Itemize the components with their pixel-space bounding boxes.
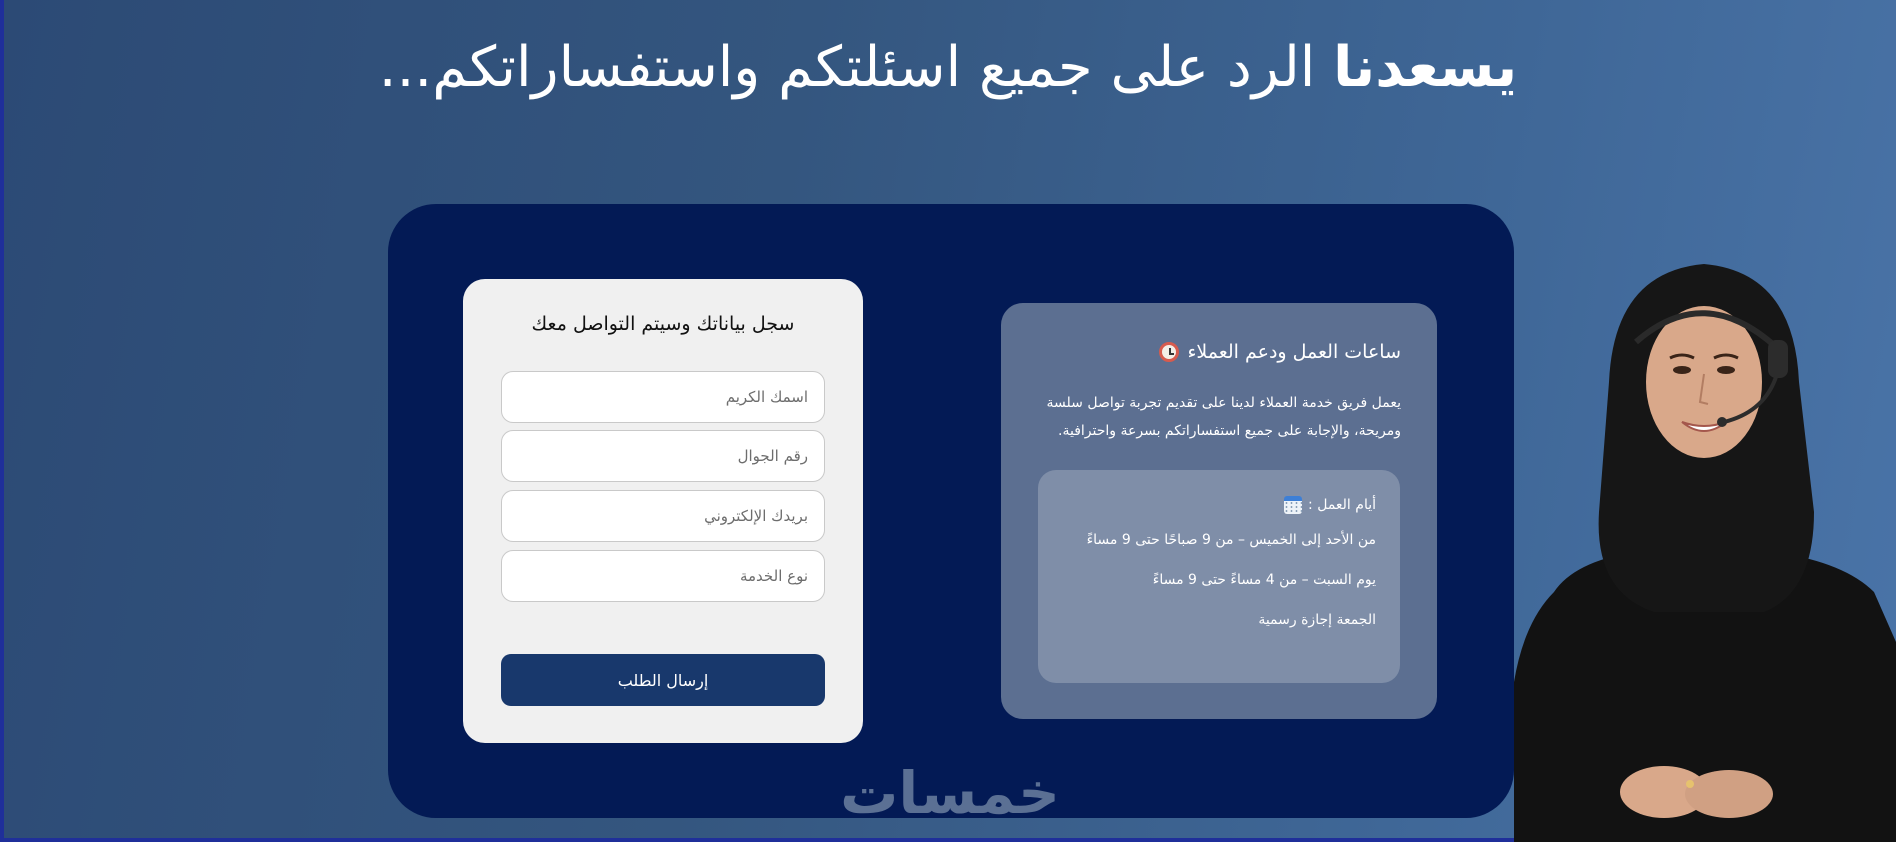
contact-form — [463, 279, 863, 743]
working-hours-card — [1001, 303, 1437, 719]
hours-line-weekdays: من الأحد إلى الخميس – من 9 صباحًا حتى 9 مساءً — [1086, 532, 1376, 548]
working-days-box — [1038, 470, 1400, 683]
alarm-clock-icon — [1159, 342, 1179, 362]
headline-rest: الرد على جميع اسئلتكم واستفساراتكم... — [378, 35, 1334, 100]
service-type-input[interactable] — [501, 550, 825, 602]
working-hours-title — [1159, 341, 1401, 363]
support-description: يعمل فريق خدمة العملاء لدينا على تقديم تجربة تواصل سلسة ومريحة، والإجابة على جميع استفساراتكم بسرعة واحترافية. — [1046, 395, 1401, 439]
hours-line-friday: الجمعة إجازة رسمية — [1258, 612, 1376, 628]
working-hours-title-text: ساعات العمل ودعم العملاء — [1187, 341, 1401, 363]
left-edge-stripe — [0, 0, 4, 842]
email-input[interactable] — [501, 490, 825, 542]
submit-request-button[interactable]: إرسال الطلب — [501, 654, 825, 706]
working-days-heading — [1284, 496, 1376, 514]
calendar-icon — [1284, 496, 1302, 514]
name-input[interactable] — [501, 371, 825, 423]
page-headline — [0, 28, 1896, 108]
headline-bold: يسعدنا — [1333, 35, 1518, 100]
working-days-heading-text: أيام العمل : — [1308, 497, 1376, 513]
phone-input[interactable] — [501, 430, 825, 482]
support-agent-image — [1514, 262, 1896, 842]
watermark-logo: خمسات — [840, 759, 1060, 827]
form-title: سجل بياناتك وسيتم التواصل معك — [531, 313, 795, 335]
hours-line-saturday: يوم السبت – من 4 مساءً حتى 9 مساءً — [1152, 572, 1376, 588]
